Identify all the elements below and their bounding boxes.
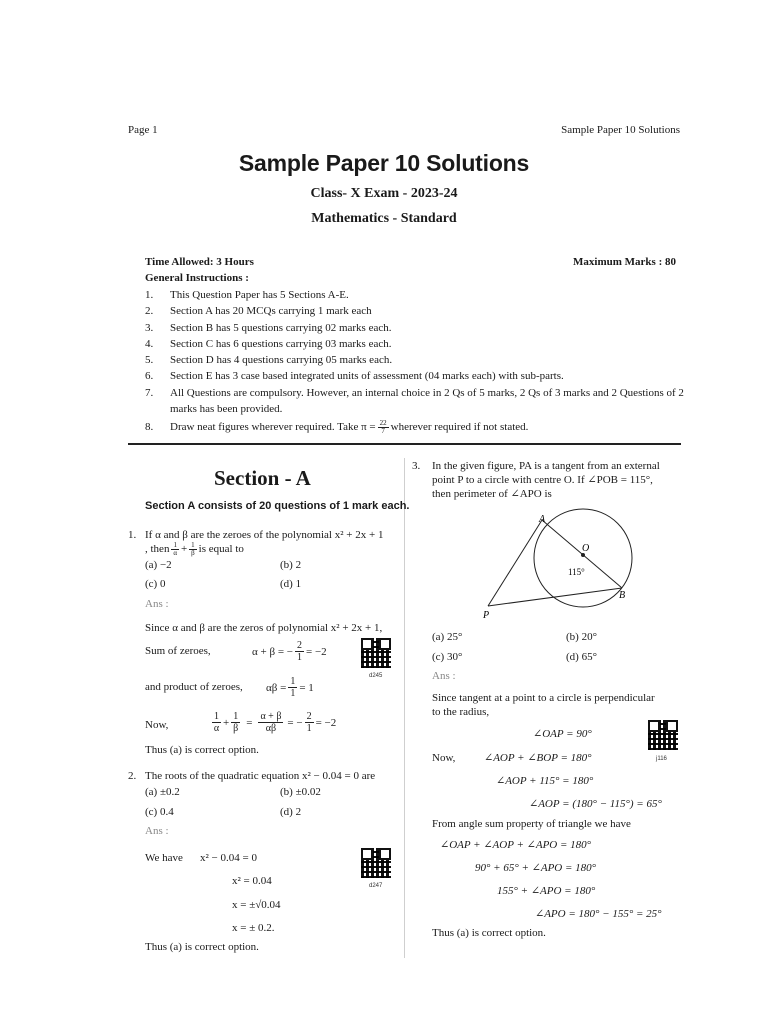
label-a: A bbox=[539, 514, 546, 525]
max-marks: Maximum Marks : 80 bbox=[573, 256, 676, 268]
q3-qr-code bbox=[648, 720, 678, 750]
q1-option-b: (b) 2 bbox=[280, 559, 302, 571]
q3-eq-1: ∠OAP = 90° bbox=[533, 728, 592, 740]
q1-conclusion: Thus (a) is correct option. bbox=[145, 744, 259, 756]
page-number: Page 1 bbox=[128, 124, 158, 136]
q3-now-label: Now, bbox=[432, 752, 456, 764]
section-title: Section - A bbox=[214, 466, 311, 490]
q2-text: The roots of the quadratic equation x² − 0.04 = 0 are bbox=[145, 770, 376, 782]
instruction-item: 2. Section A has 20 MCQs carrying 1 mark each bbox=[145, 305, 372, 318]
section-description: Section A consists of 20 questions of 1 mark each. bbox=[145, 500, 410, 512]
q2-option-c: (c) 0.4 bbox=[145, 806, 174, 818]
section-divider bbox=[128, 443, 681, 445]
q2-step-4: x = ± 0.2. bbox=[232, 922, 275, 934]
column-divider bbox=[404, 458, 405, 958]
q3-text: In the given figure, PA is a tangent from an external point P to a circle with centre O. If ∠POB = 115°, then perimeter of ∠APO is bbox=[432, 460, 660, 500]
time-allowed: Time Allowed: 3 Hours bbox=[145, 256, 254, 268]
q2-conclusion: Thus (a) is correct option. bbox=[145, 941, 259, 953]
instruction-item: 8. Draw neat figures wherever required. Take π = $\frac{22}{7}$ wherever required if not stated. bbox=[145, 419, 529, 436]
q1-option-d: (d) 1 bbox=[280, 578, 302, 590]
instruction-item: 6. Section E has 3 case based integrated units of assessment (04 marks each) with sub-parts. bbox=[145, 370, 564, 383]
q3-number: 3. bbox=[412, 460, 421, 472]
q3-eq-6: 90° + 65° + ∠APO = 180° bbox=[475, 862, 597, 874]
q2-step-1: x² − 0.04 = 0 bbox=[200, 852, 257, 864]
instruction-item: 1. This Question Paper has 5 Sections A-E. bbox=[145, 289, 349, 301]
q3-eq-3: ∠AOP + 115° = 180° bbox=[496, 775, 594, 787]
label-o: O bbox=[582, 543, 590, 554]
q1-option-a: (a) −2 bbox=[145, 559, 172, 571]
q1-number: 1. bbox=[128, 529, 137, 541]
q3-eq-5: ∠OAP + ∠AOP + ∠APO = 180° bbox=[440, 839, 592, 851]
page-title: Sample Paper 10 Solutions bbox=[238, 150, 530, 176]
q3-conclusion: Thus (a) is correct option. bbox=[432, 927, 546, 939]
running-title: Sample Paper 10 Solutions bbox=[561, 124, 680, 136]
class-exam-subtitle: Class- X Exam - 2023-24 bbox=[310, 186, 458, 201]
q1-sum-label: Sum of zeroes, bbox=[145, 645, 211, 657]
q3-eq-2: ∠AOP + ∠BOP = 180° bbox=[484, 752, 592, 764]
q1-now-label: Now, bbox=[145, 719, 169, 731]
instruction-item: 7. All Questions are compulsory. However, an internal choice in 2 Qs of 5 marks, 2 Qs of 3 marks and 2 Questions of 2 marks has been provided. bbox=[145, 386, 684, 416]
instructions-list bbox=[145, 287, 690, 436]
q1-solution-intro: Since α and β are the zeros of polynomial x² + 2x + 1, bbox=[145, 622, 383, 634]
q3-ans-label: Ans : bbox=[432, 670, 456, 682]
q3-qr-label: j116 bbox=[656, 756, 667, 762]
q3-option-b: (b) 20° bbox=[566, 631, 597, 643]
q1-text: If α and β are the zeroes of the polynomial x² + 2x + 1 , then $\frac{1}{\alpha}$ + $\frac{1}{\beta}$ is equal to bbox=[145, 529, 384, 557]
q1-product-equation: αβ = $\frac{1}{1}$ = 1 bbox=[266, 676, 314, 699]
q2-qr-label: d247 bbox=[369, 883, 383, 889]
q1-now-equation: $\frac{1}{\alpha}$ + $\frac{1}{\beta}$ = $\frac{\alpha + \beta}{\alpha\beta}$ = − $\frac{2}{1}$ = −2 bbox=[213, 711, 337, 734]
instruction-item: 3. Section B has 5 questions carrying 02 marks each. bbox=[145, 321, 392, 334]
general-instructions-heading: General Instructions : bbox=[145, 272, 249, 284]
q3-solution-intro: Since tangent at a point to a circle is perpendicular to the radius, bbox=[432, 692, 655, 718]
q2-qr-code bbox=[361, 848, 391, 878]
q2-option-a: (a) ±0.2 bbox=[145, 786, 180, 798]
label-b: B bbox=[619, 590, 626, 601]
q2-step-3: x = ±√0.04 bbox=[232, 899, 281, 911]
circle-shape bbox=[534, 509, 632, 607]
q1-qr-label: d245 bbox=[369, 673, 383, 679]
q3-angle-sum-line: From angle sum property of triangle we have bbox=[432, 818, 631, 830]
q1-qr-code bbox=[361, 638, 391, 668]
q1-product-label: and product of zeroes, bbox=[145, 681, 243, 693]
instruction-item: 4. Section C has 6 questions carrying 03 marks each. bbox=[145, 337, 392, 350]
q3-eq-7: 155° + ∠APO = 180° bbox=[497, 885, 596, 897]
q3-option-d: (d) 65° bbox=[566, 651, 597, 663]
instruction-item: 5. Section D has 4 questions carrying 05 marks each. bbox=[145, 354, 393, 367]
q1-sum-equation: α + β = − $\frac{2}{1}$ = −2 bbox=[252, 640, 327, 663]
q2-we-have: We have bbox=[145, 852, 183, 864]
label-angle: 115° bbox=[568, 567, 585, 577]
q1-option-c: (c) 0 bbox=[145, 578, 166, 590]
q1-ans-label: Ans : bbox=[145, 598, 169, 610]
q3-option-a: (a) 25° bbox=[432, 631, 463, 643]
q3-eq-4: ∠AOP = (180° − 115°) = 65° bbox=[529, 798, 662, 810]
q2-option-b: (b) ±0.02 bbox=[280, 786, 321, 798]
q2-ans-label: Ans : bbox=[145, 825, 169, 837]
q3-option-c: (c) 30° bbox=[432, 651, 463, 663]
subject-subtitle: Mathematics - Standard bbox=[311, 211, 457, 226]
q2-number: 2. bbox=[128, 770, 137, 782]
label-p: P bbox=[483, 610, 490, 621]
q2-step-2: x² = 0.04 bbox=[232, 875, 272, 887]
q3-figure bbox=[480, 508, 640, 623]
q3-eq-8: ∠APO = 180° − 155° = 25° bbox=[535, 908, 662, 920]
q2-option-d: (d) 2 bbox=[280, 806, 302, 818]
